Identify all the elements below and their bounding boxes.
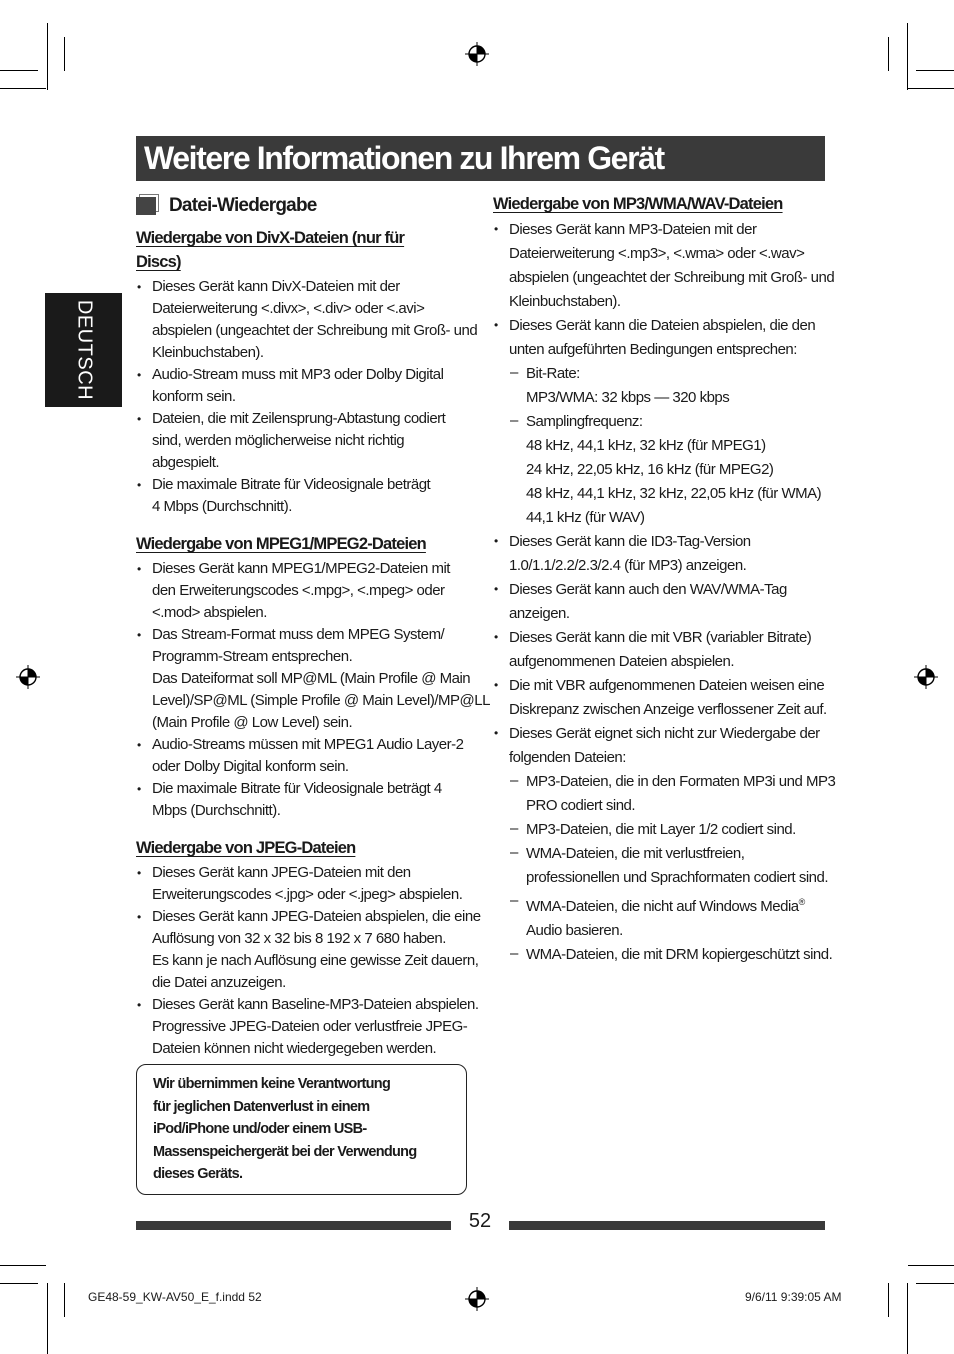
list-item: • Dieses Gerät kann auch den WAV/WMA-Tag anzeigen. bbox=[493, 578, 828, 626]
crop-mark bbox=[907, 23, 908, 90]
divx-list bbox=[136, 276, 478, 518]
crop-mark bbox=[0, 1265, 46, 1266]
list-item: • Dateien, die mit Zeilensprung-Abtastung codiert sind, werden möglicherweise nicht richtig abgespielt. bbox=[136, 408, 470, 474]
left-column bbox=[136, 192, 490, 1060]
print-file-info: GE48-59_KW-AV50_E_f.indd 52 bbox=[88, 1290, 262, 1304]
crop-mark bbox=[0, 1283, 38, 1284]
sub-list-item: – Samplingfrequenz: 48 kHz, 44,1 kHz, 32 kHz (für MPEG1) 24 kHz, 22,05 kHz, 16 kHz (für MPEG2) 48 kHz, 44,1 kHz, 32 kHz, 22,05 kHz (für WMA) 44,1 kHz (für WAV) bbox=[509, 410, 828, 530]
crop-mark bbox=[0, 88, 46, 89]
crop-mark bbox=[47, 23, 48, 90]
footer-bar-right bbox=[509, 1221, 825, 1230]
section-heading bbox=[136, 192, 470, 220]
sub-list bbox=[509, 362, 828, 530]
sub-list-item: – WMA-Dateien, die nicht auf Windows Media® Audio basieren. bbox=[509, 890, 828, 943]
sub-list-item: – MP3-Dateien, die in den Formaten MP3i und MP3 PRO codiert sind. bbox=[509, 770, 828, 818]
sub-list bbox=[509, 770, 836, 967]
sub-list-item: – WMA-Dateien, die mit verlustfreien, professionellen und Sprachformaten codiert sind. bbox=[509, 842, 828, 890]
list-item: • Audio-Streams müssen mit MPEG1 Audio Layer-2 oder Dolby Digital konform sein. bbox=[136, 734, 470, 778]
registration-mark-icon bbox=[465, 42, 489, 66]
jpeg-block bbox=[136, 836, 481, 1060]
jpeg-list bbox=[136, 862, 481, 1060]
warning-box: Wir übernimmen keine Verantwortung für jeglichen Datenverlust in einem iPod/iPhone und/oder einem USB- Massenspeichergerät bei der Verwendung dieses Geräts. bbox=[136, 1064, 467, 1195]
list-item: • Die maximale Bitrate für Videosignale beträgt 4 Mbps (Durchschnitt). bbox=[136, 778, 470, 822]
crop-mark bbox=[908, 88, 954, 89]
sub-list-item: – MP3-Dateien, die mit Layer 1/2 codiert sind. bbox=[509, 818, 828, 842]
registration-mark-icon bbox=[914, 665, 938, 689]
list-item: • Die mit VBR aufgenommenen Dateien weisen eine Diskrepanz zwischen Anzeige verflossener Zeit auf. bbox=[493, 674, 828, 722]
sub-list-item: – Bit-Rate: MP3/WMA: 32 kbps — 320 kbps bbox=[509, 362, 828, 410]
crop-mark bbox=[0, 70, 38, 71]
list-item: • Dieses Gerät kann Baseline-MP3-Dateien abspielen. Progressive JPEG-Dateien oder verlustfreie JPEG- Dateien können nicht wiedergegeben werden. bbox=[136, 994, 470, 1060]
print-datetime: 9/6/11 9:39:05 AM bbox=[745, 1290, 842, 1304]
page-number: 52 bbox=[468, 1210, 492, 1232]
list-item: • Dieses Gerät kann MP3-Dateien mit der Dateierweiterung <.mp3>, <.wma> oder <.wav> abspielen (ungeachtet der Schreibung mit Groß- und Kleinbuchstaben). bbox=[493, 218, 828, 314]
right-column bbox=[493, 192, 836, 967]
list-item: • Dieses Gerät eignet sich nicht zur Wiedergabe der folgenden Dateien: – MP3-Dateien, die in den Formaten MP3i und MP3 PRO codiert sind. – MP3-Dateien, die mit Layer 1/2 codiert sind. – WMA-Dateien, die mit verlustfreien, professionellen und Sprachformaten codiert sind. – WMA-Dateien, die nicht auf Windows Media® Audio basieren. – WMA-Dateien, die mit DRM kopiergeschützt sind. bbox=[493, 722, 828, 967]
list-item: • Die maximale Bitrate für Videosignale beträgt 4 Mbps (Durchschnitt). bbox=[136, 474, 470, 518]
registration-mark-icon bbox=[465, 1287, 489, 1311]
crop-mark bbox=[888, 1283, 889, 1317]
list-item: • Dieses Gerät kann DivX-Dateien mit der Dateierweiterung <.divx>, <.div> oder <.avi> abspielen (ungeachtet der Schreibung mit Groß- und Kleinbuchstaben). bbox=[136, 276, 470, 364]
sub-list-item: – WMA-Dateien, die mit DRM kopiergeschützt sind. bbox=[509, 943, 828, 967]
list-item: • Dieses Gerät kann die ID3-Tag-Version 1.0/1.1/2.2/2.3/2.4 (für MP3) anzeigen. bbox=[493, 530, 828, 578]
jpeg-heading: Wiedergabe von JPEG-Dateien bbox=[136, 839, 356, 857]
mp3-list bbox=[493, 218, 836, 967]
footer-bar-left bbox=[136, 1221, 451, 1230]
crop-mark bbox=[907, 1283, 908, 1354]
divx-heading: Wiedergabe von DivX-Dateien (nur für Discs) bbox=[136, 229, 405, 271]
section-heading-text: Datei-Wiedergabe bbox=[169, 195, 317, 216]
list-item: • Das Stream-Format muss dem MPEG System/ Programm-Stream entsprechen. Das Dateiformat soll MP@ML (Main Profile @ Main Level)/SP@ML (Simple Profile @ Main Level)/MP@LL (Main Profile @ Low Level) sein. bbox=[136, 624, 470, 734]
section-square-icon bbox=[136, 197, 156, 215]
crop-mark bbox=[47, 1283, 48, 1354]
crop-mark bbox=[64, 37, 65, 71]
list-item: • Dieses Gerät kann die mit VBR (variabler Bitrate) aufgenommenen Dateien abspielen. bbox=[493, 626, 828, 674]
mpeg-block bbox=[136, 532, 490, 822]
crop-mark bbox=[64, 1283, 65, 1317]
mp3-heading: Wiedergabe von MP3/WMA/WAV-Dateien bbox=[493, 195, 783, 213]
mpeg-list bbox=[136, 558, 490, 822]
list-item: • Dieses Gerät kann JPEG-Dateien mit den Erweiterungscodes <.jpg> oder <.jpeg> abspielen. bbox=[136, 862, 470, 906]
crop-mark bbox=[888, 37, 889, 71]
divx-block bbox=[136, 226, 478, 518]
list-item: • Audio-Stream muss mit MP3 oder Dolby Digital konform sein. bbox=[136, 364, 470, 408]
mpeg-heading: Wiedergabe von MPEG1/MPEG2-Dateien bbox=[136, 535, 426, 553]
page-title: Weitere Informationen zu Ihrem Gerät bbox=[136, 136, 825, 181]
registration-mark-icon bbox=[16, 665, 40, 689]
list-item: • Dieses Gerät kann die Dateien abspielen, die den unten aufgeführten Bedingungen entsprechen: – Bit-Rate: MP3/WMA: 32 kbps — 320 kbps – Samplingfrequenz: 48 kHz, 44,1 kHz, 32 kHz (für MPEG1) 24 kHz, 22,05 kHz, 16 kHz (für MPEG2) 48 kHz, 44,1 kHz, 32 kHz, 22,05 kHz (für WMA) 44,1 kHz (für WAV) bbox=[493, 314, 828, 530]
registered-mark: ® bbox=[798, 897, 805, 907]
crop-mark bbox=[908, 1265, 954, 1266]
language-tab-label: DEUTSCH bbox=[73, 299, 95, 401]
language-tab bbox=[45, 293, 122, 407]
list-item: • Dieses Gerät kann JPEG-Dateien abspielen, die eine Auflösung von 32 x 32 bis 8 192 x 7 680 haben. Es kann je nach Auflösung eine gewisse Zeit dauern, die Datei anzuzeigen. bbox=[136, 906, 470, 994]
crop-mark bbox=[916, 70, 954, 71]
crop-mark bbox=[916, 1283, 954, 1284]
list-item: • Dieses Gerät kann MPEG1/MPEG2-Dateien mit den Erweiterungscodes <.mpg>, <.mpeg> oder <.mod> abspielen. bbox=[136, 558, 470, 624]
